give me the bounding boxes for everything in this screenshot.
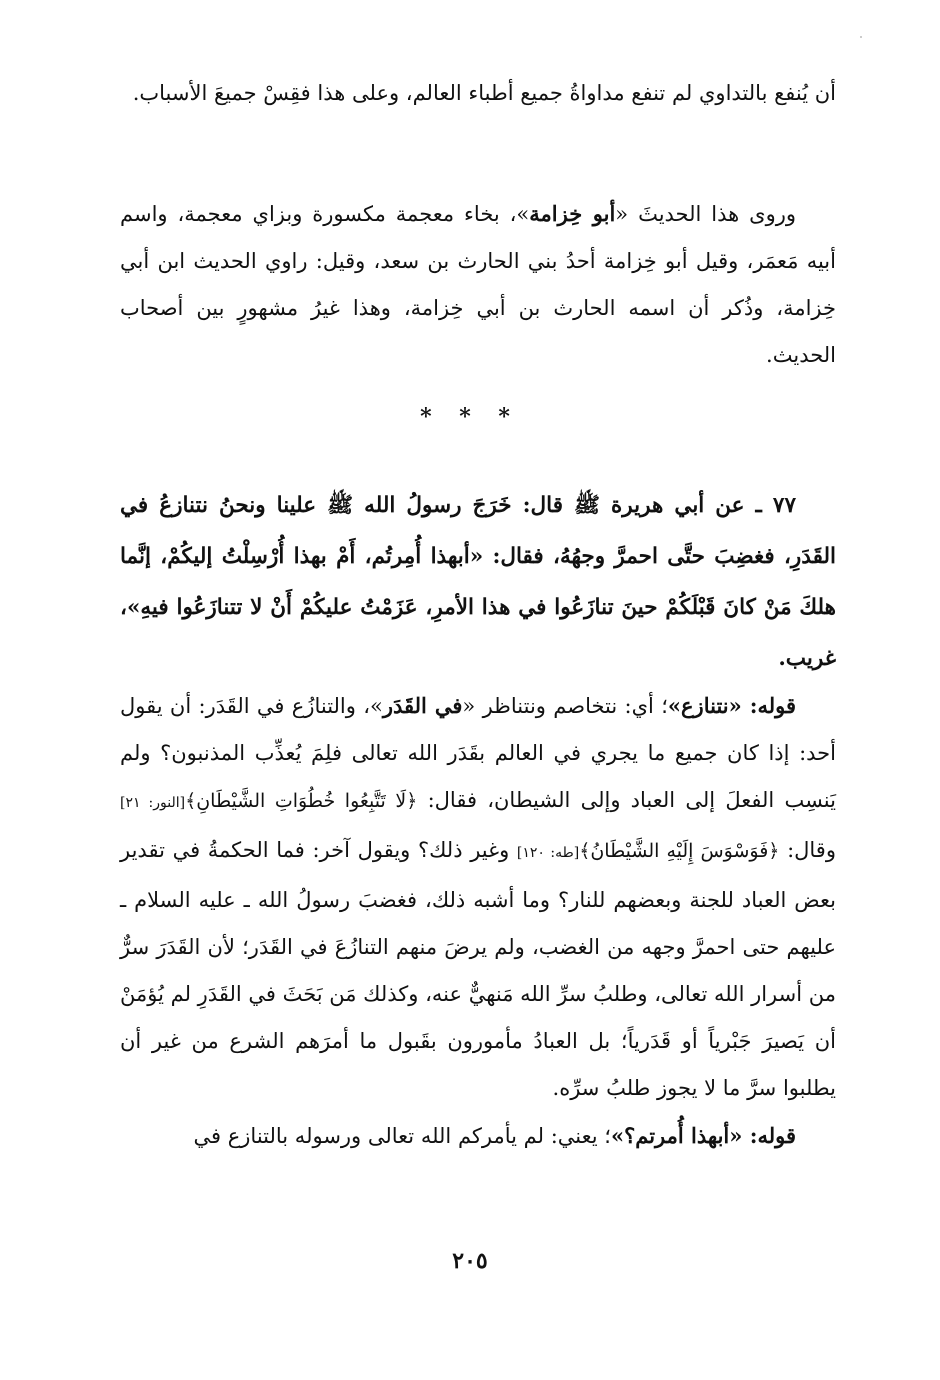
margin-dot — [860, 36, 862, 38]
paragraph-2-text-b: »، بخاء معجمة مكسورة وبزاي معجمة، واسم أبيه مَعمَر، وقيل أبو خِزامة أحدُ بني الحارث بن سعد، وقيل: راوي الحديث ابن أبي خِزامة، وذُكر أن اسمه الحارث بن أبي خِزامة، وهذا غيرُ مشهورٍ بين أصحاب الحديث. — [120, 202, 836, 367]
narrator-name: أبو خِزامة — [529, 201, 616, 226]
narrator-paragraph — [120, 190, 836, 379]
commentary-1 — [120, 682, 836, 1112]
commentary-1-text-c: وقال: — [779, 838, 836, 862]
section-divider: * * * — [420, 404, 520, 430]
commentary-section — [120, 682, 836, 1160]
commentary-2-text: ؛ يعني: لم يأمركم الله تعالى ورسوله بالتنازع في — [193, 1124, 611, 1148]
paragraph-2-text-a: وروى هذا الحديثَ « — [615, 202, 796, 226]
commentary-2-label: قوله: «أبهذا أُمرتم؟» — [610, 1123, 796, 1148]
continuation-paragraph — [120, 70, 836, 117]
verse-reference-2: [طه: ١٢٠] — [516, 845, 580, 861]
hadith-77-text: ٧٧ ـ عن أبي هريرة ﷺ قال: خَرَجَ رسولُ الله ﷺ علينا ونحنُ نتنازعُ في القَدَرِ، فغضِبَ حتَّى احمرَّ وجهُهُ، فقال: «أبهذا أُمِرتُم، أَمْ بهذا أُرْسِلْتُ إليكُمْ، إنَّما هلكَ مَنْ كانَ قَبْلَكُمْ حينَ تنازَعُوا في هذا الأمرِ، عَزَمْتُ عليكُمْ أَنْ لا تتنازَعُوا فيهِ»، غريب. — [120, 493, 836, 671]
hadith-77 — [120, 480, 836, 684]
verse-reference-1: [النور: ٢١] — [120, 795, 186, 811]
commentary-1-label: قوله: «نتنازع» — [667, 693, 797, 718]
paragraph-1-text: أن يُنفع بالتداوي لم تنفع مداواةُ جميع أطباء العالم، وعلى هذا فقِسْ جميعَ الأسباب. — [132, 81, 836, 105]
quran-verse-1: ﴿لَا تَتَّبِعُوا خُطُوَاتِ الشَّيْطَانِ﴾ — [185, 790, 418, 812]
commentary-1-text-b: »، والتنازُع في القَدَر: أن يقول أحد: إذا كان جميع ما يجري في العالم بقَدَر الله تعالى فلِمَ يُعذِّب المذنبون؟ ولم يَنسِب الفعلَ إلى العباد وإلى الشيطان، فقال: — [120, 694, 836, 812]
commentary-1-text-d: وغير ذلك؟ ويقول آخر: فما الحكمةُ في تقدير بعض العباد للجنة وبعضهم للنار؟ وما أشبه ذلك، فغضبَ رسولُ الله ـ عليه السلام ـ عليهم حتى احمرَّ وجهه من الغضب، ولم يرضَ منهم التنازُعَ في القَدَر؛ لأن القَدَرَ سرٌّ من أسرار الله تعالى، وطلبُ سرِّ الله مَنهيٌّ عنه، وكذلك مَن بَحَثَ في القَدَرِ لم يُؤمَنْ أن يَصيرَ جَبْرياً أو قَدَرياً؛ بل العبادُ مأمورون بقَبول ما أمرَهم الشرع من غير أن يطلبوا سرَّ ما لا يجوز طلبُ سرِّه. — [120, 838, 836, 1100]
commentary-2 — [120, 1112, 836, 1160]
paragraph-2-text — [120, 190, 836, 379]
page-number: ٢٠٥ — [452, 1248, 488, 1274]
commentary-1-text-a: ؛ أي: نتخاصم ونتناظر « — [462, 694, 668, 718]
commentary-1-term: في القَدَر — [382, 693, 463, 718]
quran-verse-2: ﴿فَوَسْوَسَ إِلَيْهِ الشَّيْطَانُ﴾ — [579, 840, 780, 862]
